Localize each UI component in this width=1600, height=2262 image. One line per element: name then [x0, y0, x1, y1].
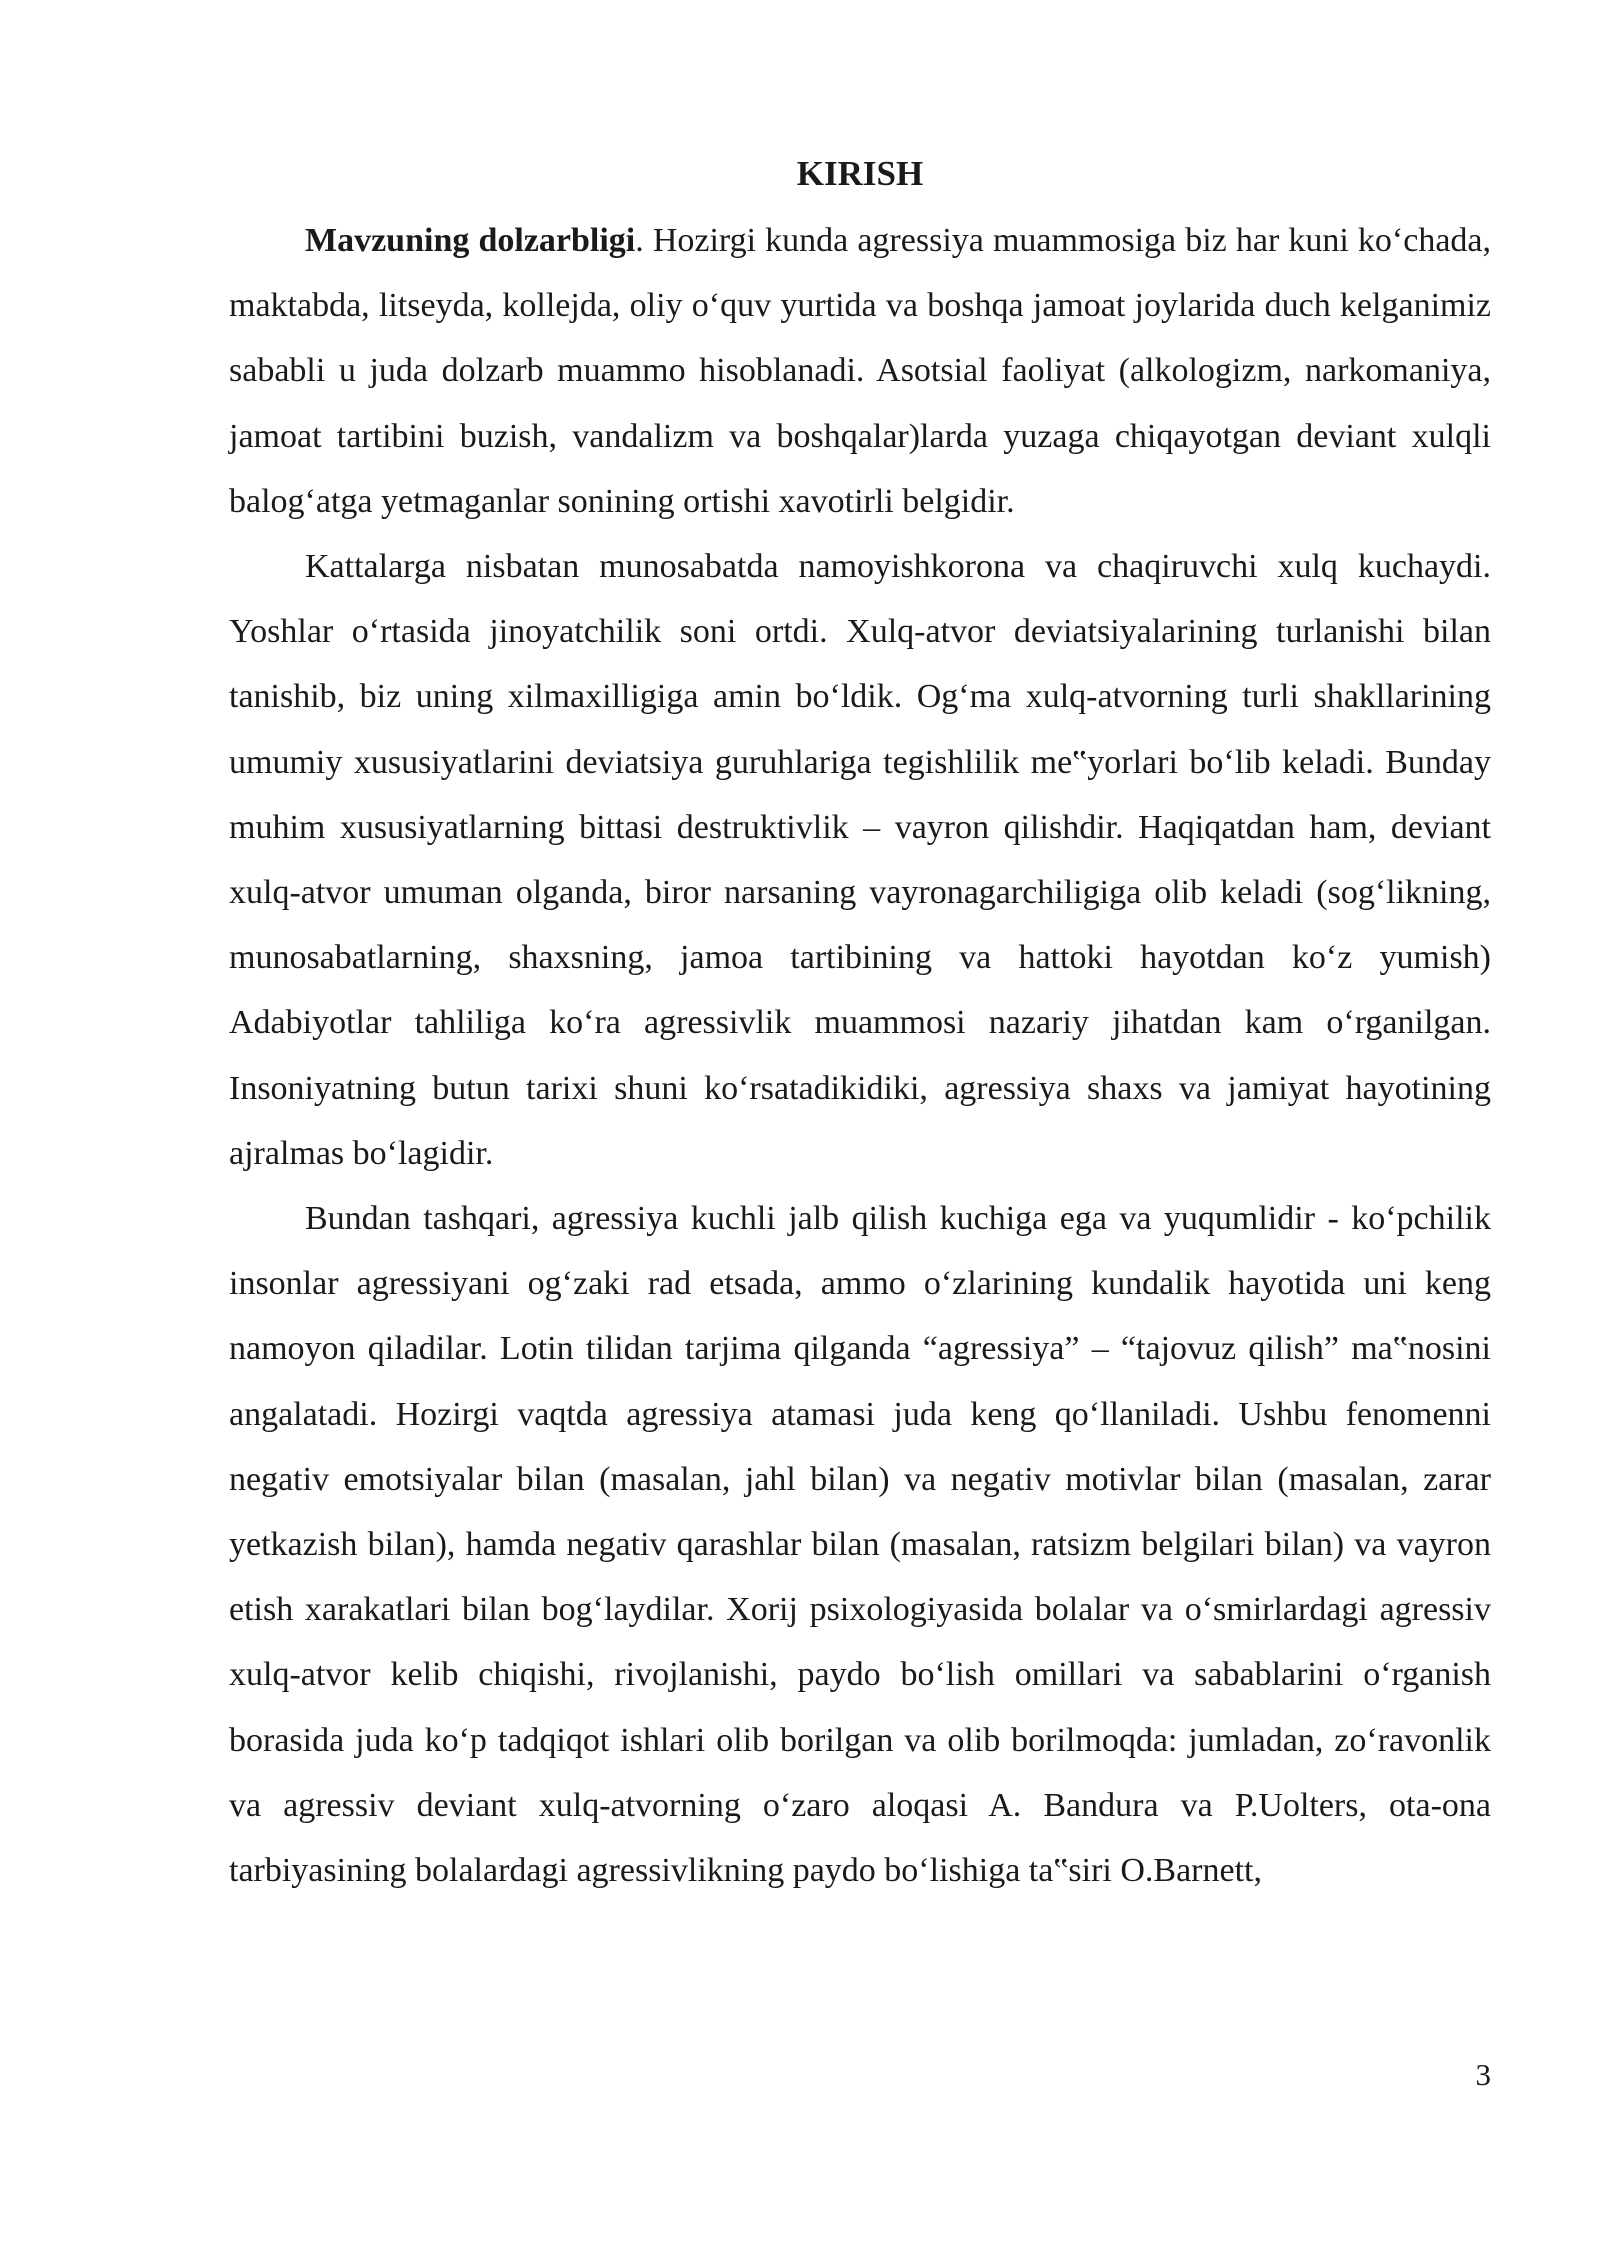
page-number: 3	[1475, 2057, 1491, 2092]
page-title: KIRISH	[796, 154, 924, 193]
paragraph-relevance	[229, 208, 1491, 534]
paragraph-aggression: Bundan tashqari, agressiya kuchli jalb qilish kuchiga ega va yuqumlidir - koʻpchilik insonlar agressiyani ogʻzaki rad etsada, ammo oʻzlarining kundalik hayotida uni keng namoyon qiladilar. Lotin tilidan tarjima qilganda “agressiya” – “tajovuz qilish” ma‟nosini angalatadi. Hozirgi vaqtda agressiya atamasi juda keng qoʻllaniladi. Ushbu fenomenni negativ emotsiyalar bilan (masalan, jahl bilan) va negativ motivlar bilan (masalan, zarar yetkazish bilan), hamda negativ qarashlar bilan (masalan, ratsizm belgilari bilan) va vayron etish xarakatlari bilan bogʻlaydilar. Xorij psixologiyasida bolalar va oʻsmirlardagi agressiv xulq-atvor kelib chiqishi, rivojlanishi, paydo boʻlish omillari va sabablarini oʻrganish borasida juda koʻp tadqiqot ishlari olib borilgan va olib borilmoqda: jumladan, zoʻravonlik va agressiv deviant xulq-atvorning oʻzaro aloqasi A. Bandura va P.Uolters, ota-ona tarbiyasining bolalardagi agressivlikning paydo boʻlishiga ta‟siri O.Barnett,	[229, 1200, 1491, 1890]
paragraph-text: . Hozirgi kunda agressiya muammosiga biz har kuni koʻchada, maktabda, litseyda, kollejda, oliy oʻquv yurtida va boshqa jamoat joylarida duch kelganimiz sababli u juda dolzarb muammo hisoblanadi. Asotsial faoliyat (alkologizm, narkomaniya, jamoat tartibini buzish, vandalizm va boshqalar)larda yuzaga chiqayotgan deviant xulqli balogʻatga yetmaganlar sonining ortishi xavotirli belgidir.	[229, 222, 1491, 520]
paragraph-deviant-behavior: Kattalarga nisbatan munosabatda namoyishkorona va chaqiruvchi xulq kuchaydi. Yoshlar oʻrtasida jinoyatchilik soni ortdi. Xulq-atvor deviatsiyalarining turlanishi bilan tanishib, biz uning xilmaxilligiga amin boʻldik. Ogʻma xulq-atvorning turli shakllarining umumiy xususiyatlarini deviatsiya guruhlariga tegishlilik me‟yorlari boʻlib keladi. Bunday muhim xususiyatlarning bittasi destruktivlik – vayron qilishdir. Haqiqatdan ham, deviant xulq-atvor umuman olganda, biror narsaning vayronagarchiligiga olib keladi (sogʻlikning, munosabatlarning, shaxsning, jamoa tartibining va hattoki hayotdan koʻz yumish) Adabiyotlar tahliliga koʻra agressivlik muammosi nazariy jihatdan kam oʻrganilgan. Insoniyatning butun tarixi shuni koʻrsatadikidiki, agressiya shaxs va jamiyat hayotining ajralmas boʻlagidir.	[229, 548, 1491, 1172]
body-text	[229, 208, 1491, 1903]
paragraph-lead: Mavzuning dolzarbligi	[305, 222, 636, 259]
